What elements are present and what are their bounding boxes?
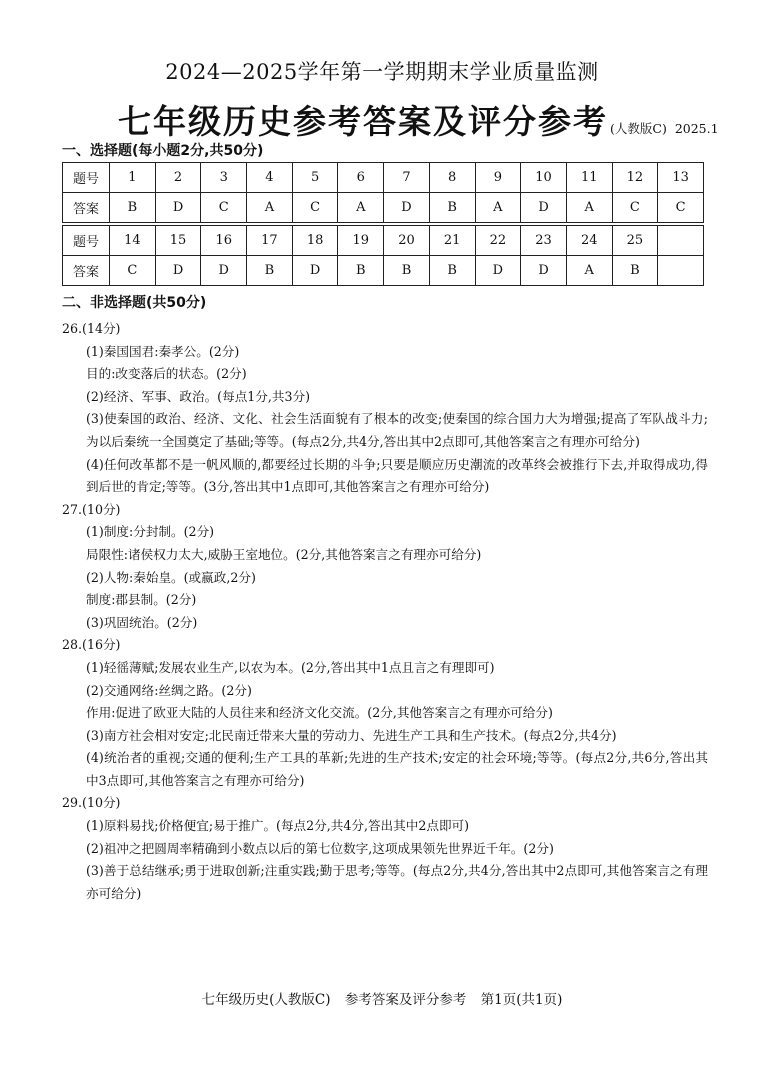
answer-cell: D (384, 193, 430, 223)
answer-cell: A (566, 256, 612, 286)
page-footer (0, 988, 764, 1008)
answer-cell: B (338, 256, 384, 286)
number-cell: 22 (475, 226, 521, 256)
number-cell: 14 (110, 226, 156, 256)
number-cell: 20 (384, 226, 430, 256)
answer-cell: D (475, 256, 521, 286)
answer-line: (1)原料易找;价格便宜;易于推广。(每点2分,共4分,答出其中2点即可) (86, 818, 470, 834)
number-cell: 3 (201, 163, 247, 193)
question-heading: 26.(14分) (62, 321, 121, 336)
answer-cell: D (155, 193, 201, 223)
row-label-number: 题号 (63, 163, 110, 193)
footer-page: 第1页(共1页) (480, 992, 563, 1008)
exam-title: 2024—2025学年第一学期期末学业质量监测 (165, 60, 599, 84)
answer-line: (2)祖冲之把圆周率精确到小数点以后的第七位数字,这项成果领先世界近千年。(2分) (86, 840, 554, 856)
answer-cell: B (110, 193, 156, 223)
answer-line: (3)南方社会相对安定;北民南迁带来大量的劳动力、先进生产工具和生产技术。(每点2分,共4分) (86, 727, 617, 743)
answer-content (62, 318, 708, 905)
answer-cell: B (384, 256, 430, 286)
answer-cell: D (201, 256, 247, 286)
answer-line: 目的:改变落后的状态。(2分) (86, 366, 247, 382)
number-cell: 4 (247, 163, 293, 193)
row-label-answer: 答案 (63, 256, 110, 286)
table-row-number (63, 163, 704, 193)
number-cell (658, 226, 704, 256)
number-cell: 24 (566, 226, 612, 256)
answer-line: (1)轻徭薄赋;发展农业生产,以农为本。(2分,答出其中1点且言之有理即可) (86, 659, 495, 675)
number-cell: 17 (247, 226, 293, 256)
answer-cell: D (521, 193, 567, 223)
row-label-answer: 答案 (63, 193, 110, 223)
document-title-row (118, 96, 758, 143)
answer-line: (3)使秦国的政治、经济、文化、社会生活面貌有了根本的改变;使秦国的综合国力大为增强;提高了军队战斗力;为以后秦统一全国奠定了基础;等等。(每点2分,共4分,答出其中2点即可,其他答案言之有理亦可给分) (86, 411, 708, 449)
number-cell: 21 (429, 226, 475, 256)
number-cell: 8 (429, 163, 475, 193)
answer-cell: A (566, 193, 612, 223)
answer-line: (2)交通网络:丝绸之路。(2分) (86, 682, 252, 698)
table-row-number (63, 226, 704, 256)
answer-line: (3)巩固统治。(2分) (86, 614, 198, 630)
number-cell: 7 (384, 163, 430, 193)
answer-cell (658, 256, 704, 286)
number-cell: 1 (110, 163, 156, 193)
document-title: 七年级历史参考答案及评分参考 (118, 102, 608, 141)
section-1-title: 一、选择题(每小题2分,共50分) (62, 143, 264, 159)
answer-cell: C (201, 193, 247, 223)
table-row-answer (63, 256, 704, 286)
answer-cell: D (155, 256, 201, 286)
answer-line: 局限性:诸侯权力太大,威胁王室地位。(2分,其他答案言之有理亦可给分) (86, 546, 482, 562)
answer-cell: B (612, 256, 658, 286)
number-cell: 18 (292, 226, 338, 256)
answer-cell: B (247, 256, 293, 286)
answer-cell: A (475, 193, 521, 223)
number-cell: 9 (475, 163, 521, 193)
answer-line: (1)制度:分封制。(2分) (86, 524, 215, 540)
number-cell: 19 (338, 226, 384, 256)
answer-cell: C (110, 256, 156, 286)
answer-line: 制度:郡县制。(2分) (86, 592, 197, 608)
answer-cell: B (429, 256, 475, 286)
answer-line: (2)经济、军事、政治。(每点1分,共3分) (86, 388, 311, 404)
answer-cell: D (292, 256, 338, 286)
question-heading: 28.(16分) (62, 637, 121, 653)
answer-cell: D (521, 256, 567, 286)
answer-line: (2)人物:秦始皇。(或嬴政,2分) (86, 569, 256, 585)
answer-cell: C (612, 193, 658, 223)
number-cell: 2 (155, 163, 201, 193)
section-2-title: 二、非选择题(共50分) (62, 295, 207, 311)
question-heading: 29.(10分) (62, 795, 121, 811)
answer-line: (4)统治者的重视;交通的便利;生产工具的革新;先进的生产技术;安定的社会环境;等等。(每点2分,共6分,答出其中3点即可,其他答案言之有理亦可给分) (86, 750, 708, 788)
answer-cell: A (247, 193, 293, 223)
answer-table (62, 162, 704, 286)
number-cell: 23 (521, 226, 567, 256)
answer-line: (3)善于总结继承;勇于进取创新;注重实践;勤于思考;等等。(每点2分,共4分,答出其中2点即可,其他答案言之有理亦可给分) (86, 863, 708, 901)
number-cell: 12 (612, 163, 658, 193)
number-cell: 25 (612, 226, 658, 256)
table-row-answer (63, 193, 704, 223)
footer-doc: 参考答案及评分参考 (344, 992, 467, 1008)
number-cell: 11 (566, 163, 612, 193)
answer-line: (4)任何改革都不是一帆风顺的,都要经过长期的斗争;只要是顺应历史潮流的改革终会被推行下去,并取得成功,得到后世的肯定;等等。(3分,答出其中1点即可,其他答案言之有理亦可给分) (86, 456, 708, 495)
number-cell: 5 (292, 163, 338, 193)
answer-cell: A (338, 193, 384, 223)
answer-cell: C (658, 193, 704, 223)
answer-line: (1)秦国国君:秦孝公。(2分) (86, 343, 240, 359)
answer-line: 作用:促进了欧亚大陆的人员往来和经济文化交流。(2分,其他答案言之有理亦可给分) (86, 705, 553, 721)
number-cell: 13 (658, 163, 704, 193)
number-cell: 16 (201, 226, 247, 256)
answer-cell: B (429, 193, 475, 223)
row-label-number: 题号 (63, 226, 110, 256)
number-cell: 6 (338, 163, 384, 193)
number-cell: 15 (155, 226, 201, 256)
edition-label: (人教版C) (610, 121, 667, 136)
answer-cell: C (292, 193, 338, 223)
number-cell: 10 (521, 163, 567, 193)
footer-subject: 七年级历史(人教版C) (201, 992, 331, 1008)
date-label: 2025.1 (674, 121, 719, 136)
question-heading: 27.(10分) (62, 501, 121, 517)
